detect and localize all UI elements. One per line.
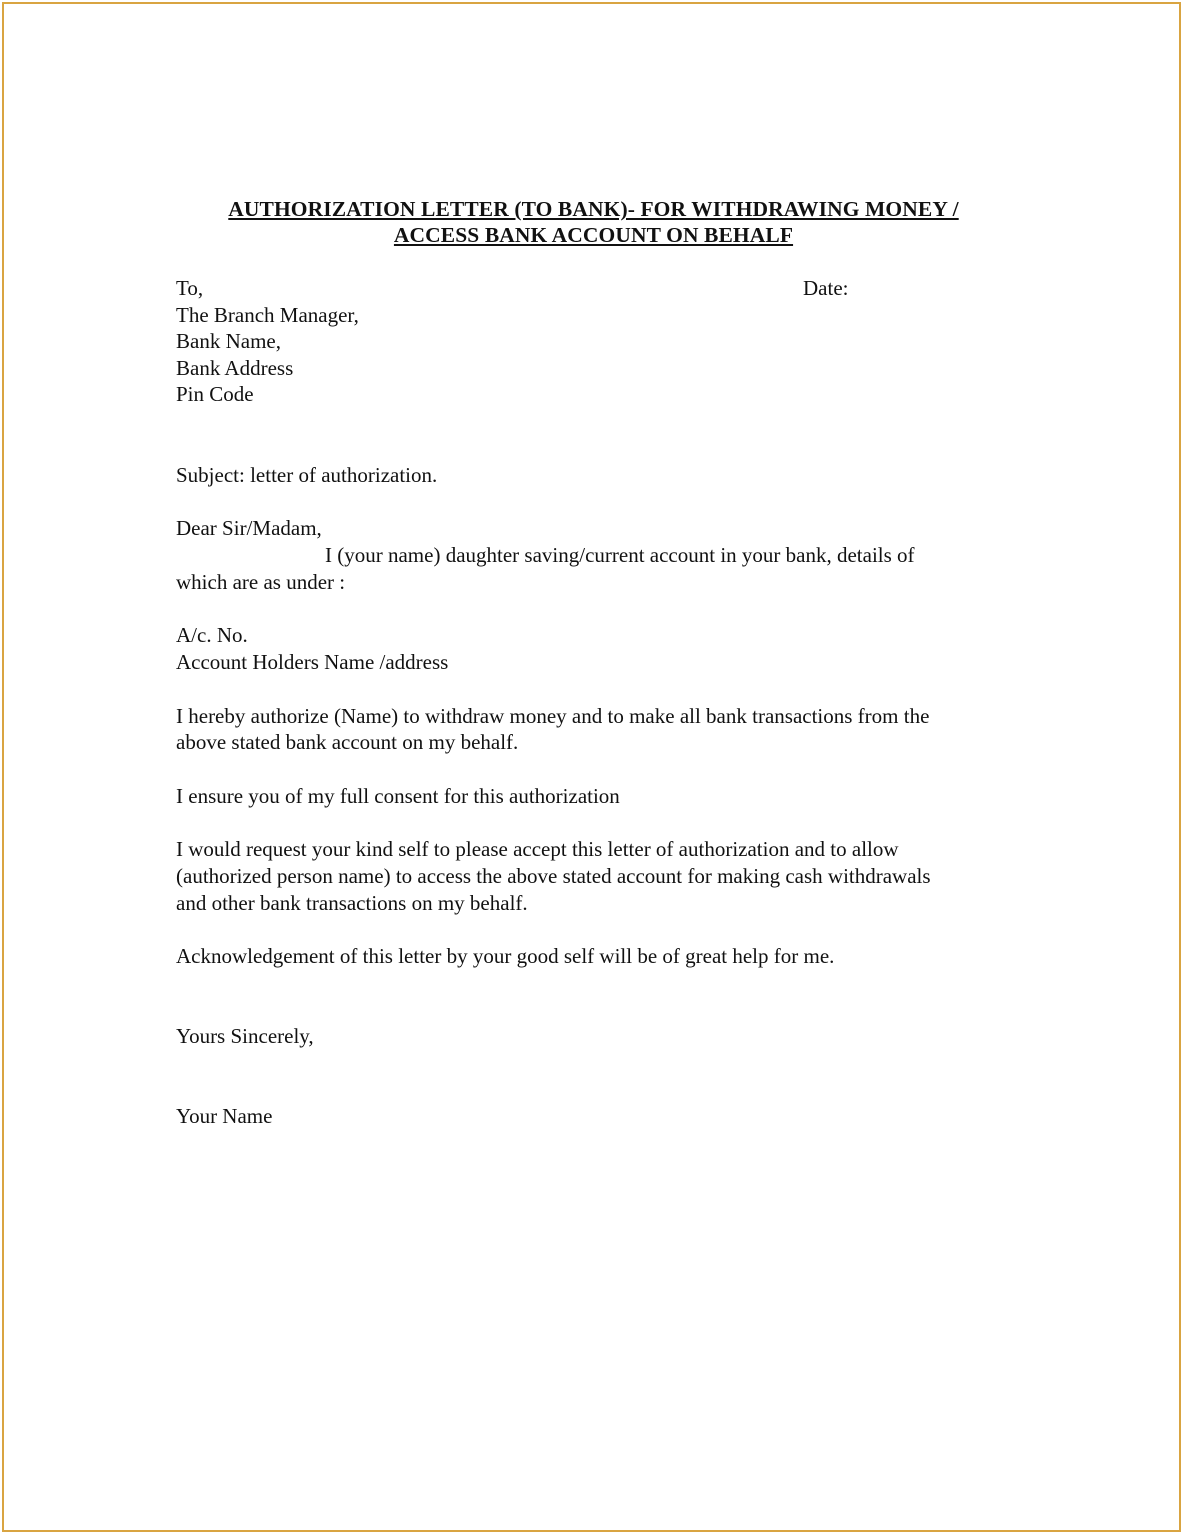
account-holder-line: Account Holders Name /address — [176, 650, 449, 674]
recipient-line: Bank Address — [176, 356, 294, 380]
salutation: Dear Sir/Madam, — [176, 516, 322, 540]
date-label: Date: — [803, 276, 849, 300]
authorize-paragraph-line-2: above stated bank account on my behalf. — [176, 730, 519, 754]
request-paragraph-line-1: I would request your kind self to please accept this letter of authorization and to allow — [176, 837, 899, 861]
request-paragraph-line-2: (authorized person name) to access the above stated account for making cash withdrawals — [176, 864, 931, 888]
intro-line-1: I (your name) daughter saving/current account in your bank, details of — [325, 543, 915, 567]
recipient-line: The Branch Manager, — [176, 303, 359, 327]
letter-title-line-1: AUTHORIZATION LETTER (TO BANK)- FOR WITHDRAWING MONEY / — [228, 197, 959, 221]
to-label: To, — [176, 276, 204, 300]
authorize-paragraph-line-1: I hereby authorize (Name) to withdraw money and to make all bank transactions from the — [176, 704, 930, 728]
letter-title-line-2: ACCESS BANK ACCOUNT ON BEHALF — [393, 223, 794, 247]
signature-name: Your Name — [176, 1104, 273, 1128]
recipient-line: Bank Name, — [176, 329, 281, 353]
intro-line-2: which are as under : — [176, 570, 346, 594]
account-number-line: A/c. No. — [176, 623, 248, 647]
recipient-line: Pin Code — [176, 382, 254, 406]
closing: Yours Sincerely, — [176, 1024, 314, 1048]
subject-line: Subject: letter of authorization. — [176, 463, 438, 487]
request-paragraph-line-3: and other bank transactions on my behalf. — [176, 891, 528, 915]
consent-paragraph: I ensure you of my full consent for this authorization — [176, 784, 620, 808]
acknowledgement-paragraph: Acknowledgement of this letter by your good self will be of great help for me. — [176, 944, 835, 968]
